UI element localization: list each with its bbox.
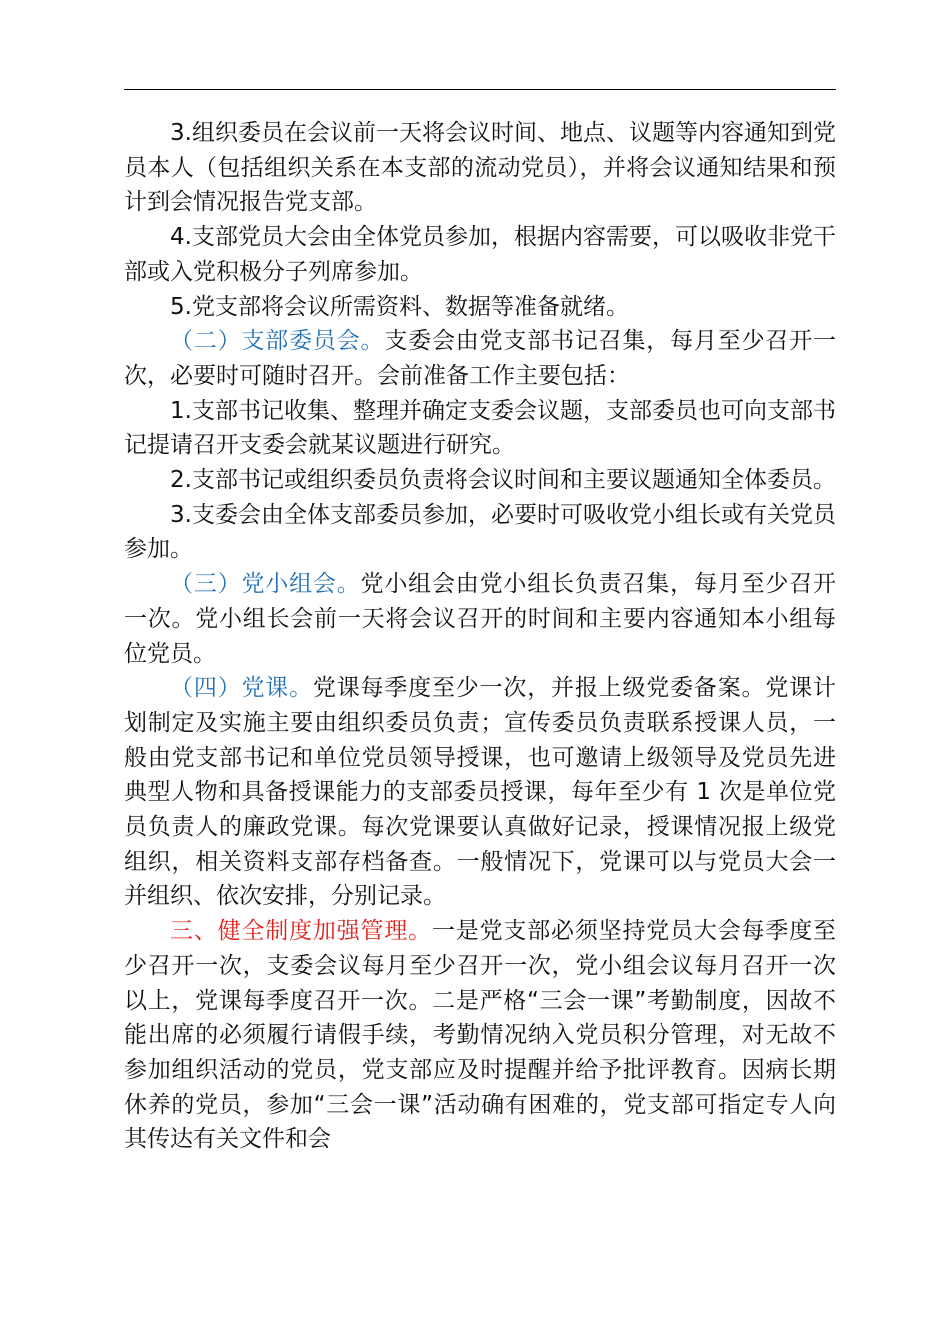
paragraph-text: 支委会由党支部书记召集，每月至少召开一次，必要时可随时召开。会前准备工作主要包括： — [124, 328, 837, 389]
paragraph-item-3b — [124, 498, 836, 567]
paragraph-item-5 — [124, 290, 836, 325]
paragraph-text: 2.支部书记或组织委员负责将会议时间和主要议题通知全体委员。 — [170, 467, 836, 494]
section-party-group — [124, 567, 836, 671]
section-heading: （二）支部委员会。 — [170, 328, 385, 355]
section-system-management — [124, 914, 836, 1157]
paragraph-text: 1.支部书记收集、整理并确定支委会议题，支部委员也可向支部书记提请召开支委会就某议题进行研究。 — [124, 397, 836, 459]
paragraph-text: 党小组会由党小组长负责召集，每月至少召开一次。党小组长会前一天将会议召开的时间和主要内容通知本小组每位党员。 — [124, 571, 837, 667]
header-rule — [124, 89, 836, 90]
paragraph-text: 4.支部党员大会由全体党员参加，根据内容需要，可以吸收非党干部或入党积极分子列席参加。 — [124, 224, 836, 285]
paragraph-item-2 — [124, 463, 836, 498]
paragraph-text: 5.党支部将会议所需资料、数据等准备就绪。 — [170, 293, 629, 320]
paragraph-item-3 — [124, 116, 836, 220]
section-heading: （三）党小组会。 — [170, 571, 361, 598]
paragraph-text: 一是党支部必须坚持党员大会每季度至少召开一次，支委会议每月至少召开一次，党小组会议每月召开一次以上，党课每季度召开一次。二是严格“三会一课”考勤制度，因故不能出席的必须履行请假手续，考勤情况纳入党员积分管理，对无故不参加组织活动的党员，党支部应及时提醒并给予批评教育。因病长期休养的党员，参加“三会一课”活动确有困难的，党支部可指定专人向其传达有关文件和会 — [124, 918, 837, 1153]
paragraph-text: 3.支委会由全体支部委员参加，必要时可吸收党小组长或有关党员参加。 — [124, 501, 836, 563]
document-body — [124, 116, 836, 1157]
section-branch-committee — [124, 324, 836, 393]
paragraph-text: 3.组织委员在会议前一天将会议时间、地点、议题等内容通知到党员本人（包括组织关系在本支部的流动党员），并将会议通知结果和预计到会情况报告党支部。 — [124, 120, 836, 216]
paragraph-item-1 — [124, 394, 836, 463]
paragraph-text: 党课每季度至少一次，并报上级党委备案。党课计划制定及实施主要由组织委员负责；宣传委员负责联系授课人员，一般由党支部书记和单位党员领导授课，也可邀请上级领导及党员先进典型人物和具备授课能力的支部委员授课，每年至少有 1 次是单位党员负责人的廉政党课。每次党课要认真做好记录，授课情况报上级党组织，相关资料支部存档备查。一般情况下，党课可以与党员大会一并组织、依次安排，分别记录。 — [124, 675, 837, 910]
section-heading: （四）党课。 — [170, 675, 313, 702]
section-party-lecture — [124, 671, 836, 914]
section-heading: 三、健全制度加强管理。 — [170, 918, 432, 945]
paragraph-item-4 — [124, 220, 836, 289]
